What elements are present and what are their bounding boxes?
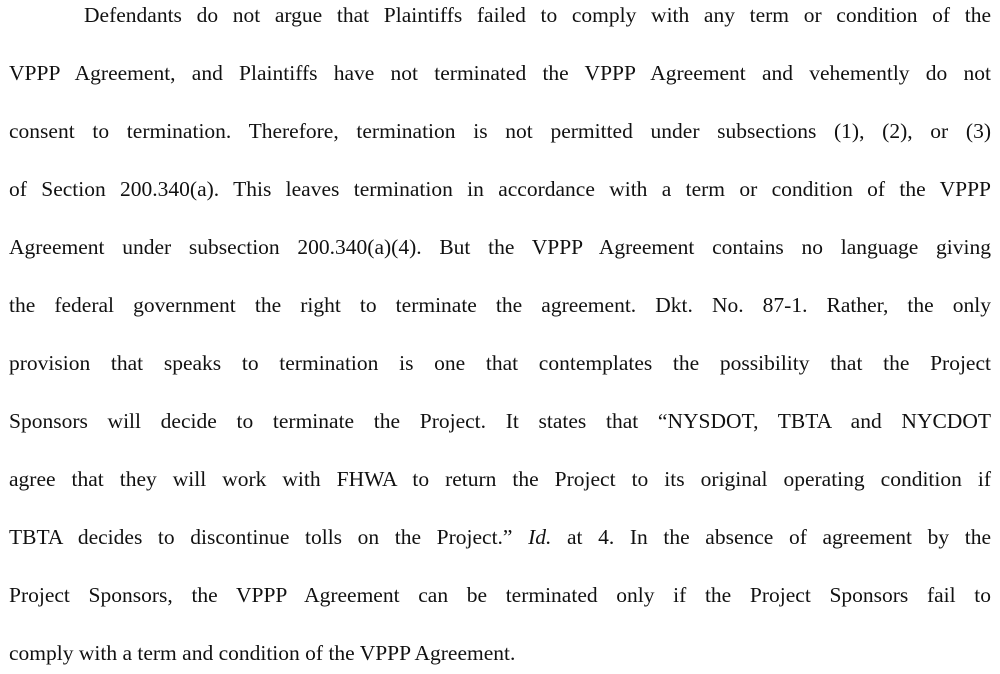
paragraph-line: Project Sponsors, the VPPP Agreement can be terminated only if the Project Sponsors fail to <box>9 583 991 607</box>
paragraph-line <box>9 523 991 551</box>
paragraph-line: the federal government the right to terminate the agreement. Dkt. No. 87-1. Rather, the only <box>9 293 991 317</box>
paragraph-line: comply with a term and condition of the VPPP Agreement. <box>9 641 516 665</box>
paragraph-line: Agreement under subsection 200.340(a)(4). But the VPPP Agreement contains no language giving <box>9 235 991 259</box>
paragraph-text: at 4. In the absence of agreement by the <box>551 525 991 549</box>
paragraph-line: consent to termination. Therefore, termination is not permitted under subsections (1), (2), or (3) <box>9 119 991 143</box>
paragraph-line: Sponsors will decide to terminate the Project. It states that “NYSDOT, TBTA and NYCDOT <box>9 409 991 433</box>
paragraph-line: VPPP Agreement, and Plaintiffs have not terminated the VPPP Agreement and vehemently do not <box>9 61 991 85</box>
paragraph-line: agree that they will work with FHWA to return the Project to its original operating condition if <box>9 467 991 491</box>
citation-italic: Id. <box>528 525 552 549</box>
paragraph-line: Defendants do not argue that Plaintiffs failed to comply with any term or condition of the <box>84 3 991 27</box>
paragraph-line: provision that speaks to termination is one that contemplates the possibility that the Project <box>9 351 991 375</box>
paragraph-line: of Section 200.340(a). This leaves termination in accordance with a term or condition of the VPPP <box>9 177 991 201</box>
paragraph-text: TBTA decides to discontinue tolls on the Project.” <box>9 525 529 549</box>
